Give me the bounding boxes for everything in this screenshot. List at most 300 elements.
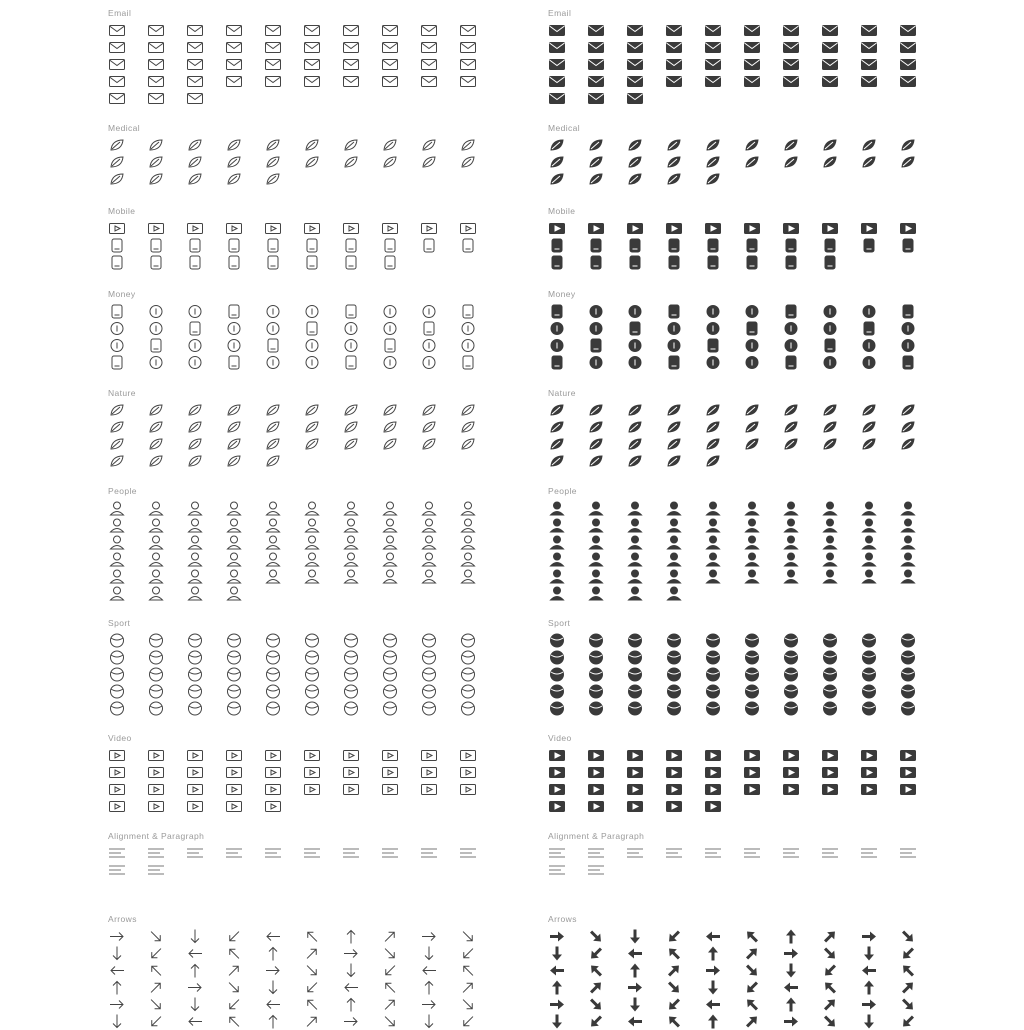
arrows-arrow-icon [626, 945, 665, 961]
video-screen-icon [704, 764, 743, 780]
money-circle-glyph-icon [303, 337, 342, 353]
medical-leaf-icon [665, 171, 704, 187]
nature-leaf-icon [782, 419, 821, 435]
arrows-arrow-icon [704, 996, 743, 1012]
sport-ball-icon [782, 700, 821, 716]
arrows-arrow-icon [860, 996, 899, 1012]
sport-ball-icon [626, 683, 665, 699]
email-envelope-icon [587, 56, 626, 72]
video-screen-icon [665, 764, 704, 780]
icon-grid [108, 747, 508, 815]
people-person-icon [459, 534, 498, 550]
people-person-icon [186, 551, 225, 567]
video-screen-icon [264, 764, 303, 780]
arrows-arrow-icon [459, 945, 498, 961]
sport-ball-icon [420, 649, 459, 665]
email-envelope-icon [626, 73, 665, 89]
people-person-icon [381, 534, 420, 550]
people-person-icon [303, 517, 342, 533]
mobile-box-icon [459, 237, 498, 253]
medical-leaf-icon [548, 137, 587, 153]
nature-leaf-icon [186, 453, 225, 469]
arrows-arrow-icon [420, 962, 459, 978]
email-envelope-icon [782, 39, 821, 55]
email-envelope-icon [342, 73, 381, 89]
medical-leaf-icon [264, 154, 303, 170]
email-envelope-icon [420, 56, 459, 72]
nature-leaf-icon [459, 402, 498, 418]
arrows-arrow-icon [303, 928, 342, 944]
people-person-icon [743, 517, 782, 533]
money-box-icon [782, 303, 821, 319]
sport-ball-icon [459, 649, 498, 665]
alignment-and-paragraph-bars-icon [108, 862, 147, 878]
arrows-arrow-icon [225, 996, 264, 1012]
mobile-box-icon [860, 237, 899, 253]
people-person-icon [899, 500, 938, 516]
mobile-box-icon [108, 237, 147, 253]
sport-ball-icon [225, 649, 264, 665]
mobile-section [548, 206, 948, 271]
money-circle-glyph-icon [342, 320, 381, 336]
icon-grid [108, 303, 508, 371]
people-person-icon [821, 551, 860, 567]
people-person-icon [108, 585, 147, 601]
alignment-and-paragraph-bars-icon [665, 845, 704, 861]
money-circle-glyph-icon [704, 320, 743, 336]
arrows-arrow-icon [665, 1013, 704, 1029]
sport-ball-icon [782, 632, 821, 648]
medical-leaf-icon [186, 171, 225, 187]
sport-ball-icon [548, 683, 587, 699]
arrows-arrow-icon [108, 945, 147, 961]
people-person-icon [743, 551, 782, 567]
people-section [108, 486, 508, 602]
video-screen-icon [626, 747, 665, 763]
alignment-and-paragraph-bars-icon [264, 845, 303, 861]
sport-ball-icon [821, 700, 860, 716]
sport-ball-icon [186, 649, 225, 665]
arrows-arrow-icon [548, 928, 587, 944]
medical-leaf-icon [225, 137, 264, 153]
mobile-box-icon [420, 237, 459, 253]
arrows-arrow-icon [459, 928, 498, 944]
alignment-and-paragraph-bars-icon [548, 862, 587, 878]
sport-ball-icon [342, 683, 381, 699]
people-person-icon [420, 551, 459, 567]
email-envelope-icon [626, 90, 665, 106]
arrows-arrow-icon [626, 979, 665, 995]
sport-ball-icon [743, 649, 782, 665]
people-person-icon [782, 500, 821, 516]
money-circle-glyph-icon [420, 337, 459, 353]
money-box-icon [225, 354, 264, 370]
people-person-icon [587, 551, 626, 567]
sport-ball-icon [665, 632, 704, 648]
arrows-arrow-icon [420, 1013, 459, 1029]
mobile-box-icon [782, 254, 821, 270]
icon-grid [108, 500, 508, 602]
arrows-arrow-icon [147, 962, 186, 978]
email-envelope-icon [147, 56, 186, 72]
sport-ball-icon [821, 683, 860, 699]
arrows-arrow-icon [860, 1013, 899, 1029]
arrows-arrow-icon [147, 996, 186, 1012]
people-person-icon [587, 500, 626, 516]
sport-ball-icon [548, 700, 587, 716]
sport-ball-icon [860, 666, 899, 682]
mobile-screen-icon [147, 220, 186, 236]
arrows-arrow-icon [899, 996, 938, 1012]
nature-leaf-icon [147, 419, 186, 435]
people-person-icon [899, 568, 938, 584]
money-circle-glyph-icon [381, 303, 420, 319]
arrows-arrow-icon [587, 928, 626, 944]
arrows-arrow-icon [147, 928, 186, 944]
icon-grid [548, 928, 948, 1030]
arrows-arrow-icon [108, 962, 147, 978]
arrows-arrow-icon [381, 979, 420, 995]
money-circle-glyph-icon [186, 303, 225, 319]
video-screen-icon [147, 798, 186, 814]
video-screen-icon [381, 764, 420, 780]
icon-grid [108, 220, 508, 271]
arrows-arrow-icon [899, 945, 938, 961]
sport-ball-icon [626, 700, 665, 716]
email-envelope-icon [108, 22, 147, 38]
money-box-icon [821, 337, 860, 353]
people-person-icon [626, 517, 665, 533]
video-screen-icon [821, 764, 860, 780]
people-person-icon [665, 534, 704, 550]
arrows-arrow-icon [459, 962, 498, 978]
email-envelope-icon [821, 22, 860, 38]
arrows-section [108, 914, 508, 1030]
people-person-icon [264, 568, 303, 584]
people-person-icon [459, 500, 498, 516]
sport-ball-icon [743, 632, 782, 648]
mobile-box-icon [665, 254, 704, 270]
people-person-icon [342, 500, 381, 516]
alignment-and-paragraph-bars-icon [147, 862, 186, 878]
email-envelope-icon [743, 22, 782, 38]
people-person-icon [420, 534, 459, 550]
people-person-icon [821, 500, 860, 516]
sport-ball-icon [704, 649, 743, 665]
sport-ball-icon [225, 683, 264, 699]
arrows-arrow-icon [704, 962, 743, 978]
nature-leaf-icon [264, 436, 303, 452]
email-envelope-icon [782, 56, 821, 72]
arrows-arrow-icon [186, 979, 225, 995]
arrows-arrow-icon [303, 945, 342, 961]
email-envelope-icon [459, 73, 498, 89]
mobile-screen-icon [342, 220, 381, 236]
sport-ball-icon [459, 632, 498, 648]
sport-ball-icon [782, 683, 821, 699]
medical-leaf-icon [147, 137, 186, 153]
section-title: Money [108, 289, 136, 299]
medical-leaf-icon [108, 137, 147, 153]
arrows-arrow-icon [821, 1013, 860, 1029]
mobile-box-icon [264, 254, 303, 270]
arrows-arrow-icon [420, 979, 459, 995]
nature-leaf-icon [704, 402, 743, 418]
video-screen-icon [342, 764, 381, 780]
alignment-and-paragraph-section [108, 831, 508, 879]
money-box-icon [342, 303, 381, 319]
sport-ball-icon [225, 700, 264, 716]
email-envelope-icon [899, 22, 938, 38]
nature-leaf-icon [147, 402, 186, 418]
money-box-icon [303, 320, 342, 336]
people-person-icon [225, 568, 264, 584]
nature-leaf-icon [743, 436, 782, 452]
video-screen-icon [821, 781, 860, 797]
money-box-icon [587, 337, 626, 353]
people-person-icon [108, 568, 147, 584]
email-envelope-icon [626, 22, 665, 38]
money-box-icon [264, 337, 303, 353]
sport-ball-icon [303, 683, 342, 699]
sport-ball-icon [626, 666, 665, 682]
arrows-arrow-icon [459, 979, 498, 995]
sport-ball-icon [147, 649, 186, 665]
sport-ball-icon [704, 683, 743, 699]
medical-leaf-icon [860, 137, 899, 153]
people-person-icon [342, 517, 381, 533]
arrows-arrow-icon [186, 945, 225, 961]
email-envelope-icon [821, 56, 860, 72]
section-title: Medical [548, 123, 581, 133]
arrows-arrow-icon [821, 945, 860, 961]
nature-leaf-icon [821, 436, 860, 452]
video-screen-icon [264, 781, 303, 797]
people-person-icon [626, 551, 665, 567]
nature-leaf-icon [420, 419, 459, 435]
video-screen-icon [108, 781, 147, 797]
people-person-icon [704, 500, 743, 516]
email-envelope-icon [587, 39, 626, 55]
video-section [108, 733, 508, 815]
people-person-icon [225, 551, 264, 567]
arrows-section [548, 914, 948, 1030]
email-envelope-icon [342, 22, 381, 38]
money-circle-glyph-icon [860, 337, 899, 353]
email-envelope-icon [342, 56, 381, 72]
video-screen-icon [704, 747, 743, 763]
sport-ball-icon [264, 666, 303, 682]
sport-ball-icon [782, 649, 821, 665]
mobile-box-icon [548, 254, 587, 270]
medical-leaf-icon [587, 154, 626, 170]
medical-leaf-icon [108, 171, 147, 187]
money-box-icon [459, 354, 498, 370]
video-screen-icon [420, 747, 459, 763]
section-title: People [108, 486, 137, 496]
arrows-arrow-icon [548, 996, 587, 1012]
medical-leaf-icon [704, 137, 743, 153]
sport-ball-icon [186, 632, 225, 648]
nature-leaf-icon [860, 436, 899, 452]
alignment-and-paragraph-bars-icon [225, 845, 264, 861]
mobile-box-icon [225, 237, 264, 253]
section-title: People [548, 486, 577, 496]
arrows-arrow-icon [108, 979, 147, 995]
people-person-icon [186, 585, 225, 601]
money-circle-glyph-icon [782, 320, 821, 336]
people-section [548, 486, 948, 602]
people-person-icon [704, 534, 743, 550]
mobile-box-icon [587, 237, 626, 253]
mobile-box-icon [108, 254, 147, 270]
people-person-icon [420, 517, 459, 533]
alignment-and-paragraph-bars-icon [186, 845, 225, 861]
email-envelope-icon [459, 39, 498, 55]
mobile-box-icon [704, 254, 743, 270]
sport-ball-icon [420, 700, 459, 716]
arrows-arrow-icon [626, 962, 665, 978]
arrows-arrow-icon [782, 996, 821, 1012]
medical-leaf-icon [587, 171, 626, 187]
email-envelope-icon [108, 39, 147, 55]
people-person-icon [587, 568, 626, 584]
video-screen-icon [342, 781, 381, 797]
nature-leaf-icon [626, 419, 665, 435]
section-title: Email [108, 8, 132, 18]
medical-leaf-icon [821, 154, 860, 170]
people-person-icon [147, 500, 186, 516]
arrows-arrow-icon [381, 962, 420, 978]
people-person-icon [459, 568, 498, 584]
sport-ball-icon [342, 666, 381, 682]
money-circle-glyph-icon [108, 337, 147, 353]
money-circle-glyph-icon [303, 303, 342, 319]
nature-leaf-icon [704, 419, 743, 435]
arrows-arrow-icon [225, 1013, 264, 1029]
money-circle-glyph-icon [225, 337, 264, 353]
money-box-icon [420, 320, 459, 336]
money-circle-glyph-icon [626, 337, 665, 353]
people-person-icon [704, 551, 743, 567]
icon-grid [548, 220, 948, 271]
alignment-and-paragraph-section [548, 831, 948, 879]
email-envelope-icon [821, 73, 860, 89]
video-screen-icon [860, 764, 899, 780]
sport-ball-icon [186, 700, 225, 716]
mobile-section [108, 206, 508, 271]
nature-leaf-icon [860, 419, 899, 435]
icon-grid [548, 632, 948, 717]
medical-leaf-icon [899, 137, 938, 153]
people-person-icon [548, 568, 587, 584]
money-box-icon [665, 303, 704, 319]
sport-ball-icon [704, 666, 743, 682]
arrows-arrow-icon [225, 979, 264, 995]
people-person-icon [147, 517, 186, 533]
medical-leaf-icon [665, 137, 704, 153]
sport-ball-icon [665, 700, 704, 716]
medical-leaf-icon [821, 137, 860, 153]
money-circle-glyph-icon [665, 337, 704, 353]
sport-ball-icon [264, 649, 303, 665]
arrows-arrow-icon [899, 979, 938, 995]
email-envelope-icon [342, 39, 381, 55]
sport-ball-icon [420, 683, 459, 699]
money-box-icon [548, 354, 587, 370]
people-person-icon [626, 534, 665, 550]
sport-ball-icon [665, 683, 704, 699]
email-section [548, 8, 948, 107]
money-circle-glyph-icon [381, 320, 420, 336]
mobile-screen-icon [548, 220, 587, 236]
video-screen-icon [782, 764, 821, 780]
video-screen-icon [264, 747, 303, 763]
sport-ball-icon [303, 666, 342, 682]
mobile-screen-icon [626, 220, 665, 236]
video-screen-icon [626, 764, 665, 780]
people-person-icon [381, 500, 420, 516]
email-envelope-icon [704, 73, 743, 89]
money-circle-glyph-icon [899, 320, 938, 336]
money-section [108, 289, 508, 371]
arrows-arrow-icon [381, 996, 420, 1012]
email-envelope-icon [743, 39, 782, 55]
video-screen-icon [860, 747, 899, 763]
money-circle-glyph-icon [186, 337, 225, 353]
nature-leaf-icon [264, 402, 303, 418]
sport-ball-icon [303, 700, 342, 716]
icon-grid [108, 22, 508, 107]
money-box-icon [381, 337, 420, 353]
mobile-box-icon [342, 237, 381, 253]
people-person-icon [147, 568, 186, 584]
mobile-box-icon [303, 254, 342, 270]
sport-ball-icon [303, 649, 342, 665]
sport-ball-icon [821, 649, 860, 665]
arrows-arrow-icon [225, 928, 264, 944]
video-screen-icon [743, 781, 782, 797]
medical-leaf-icon [665, 154, 704, 170]
section-title: Arrows [108, 914, 137, 924]
mobile-box-icon [821, 237, 860, 253]
mobile-box-icon [147, 237, 186, 253]
arrows-arrow-icon [860, 962, 899, 978]
people-person-icon [899, 551, 938, 567]
arrows-arrow-icon [548, 1013, 587, 1029]
money-circle-glyph-icon [860, 354, 899, 370]
sport-ball-icon [860, 700, 899, 716]
money-circle-glyph-icon [264, 354, 303, 370]
mobile-screen-icon [459, 220, 498, 236]
medical-leaf-icon [860, 154, 899, 170]
nature-leaf-icon [860, 402, 899, 418]
people-person-icon [108, 517, 147, 533]
arrows-arrow-icon [665, 979, 704, 995]
section-title: Money [548, 289, 576, 299]
video-screen-icon [225, 747, 264, 763]
people-person-icon [264, 500, 303, 516]
sport-ball-icon [587, 666, 626, 682]
video-screen-icon [108, 764, 147, 780]
money-circle-glyph-icon [548, 320, 587, 336]
email-envelope-icon [704, 22, 743, 38]
sport-ball-icon [743, 683, 782, 699]
money-circle-glyph-icon [704, 354, 743, 370]
people-person-icon [860, 568, 899, 584]
email-envelope-icon [587, 90, 626, 106]
arrows-arrow-icon [147, 945, 186, 961]
